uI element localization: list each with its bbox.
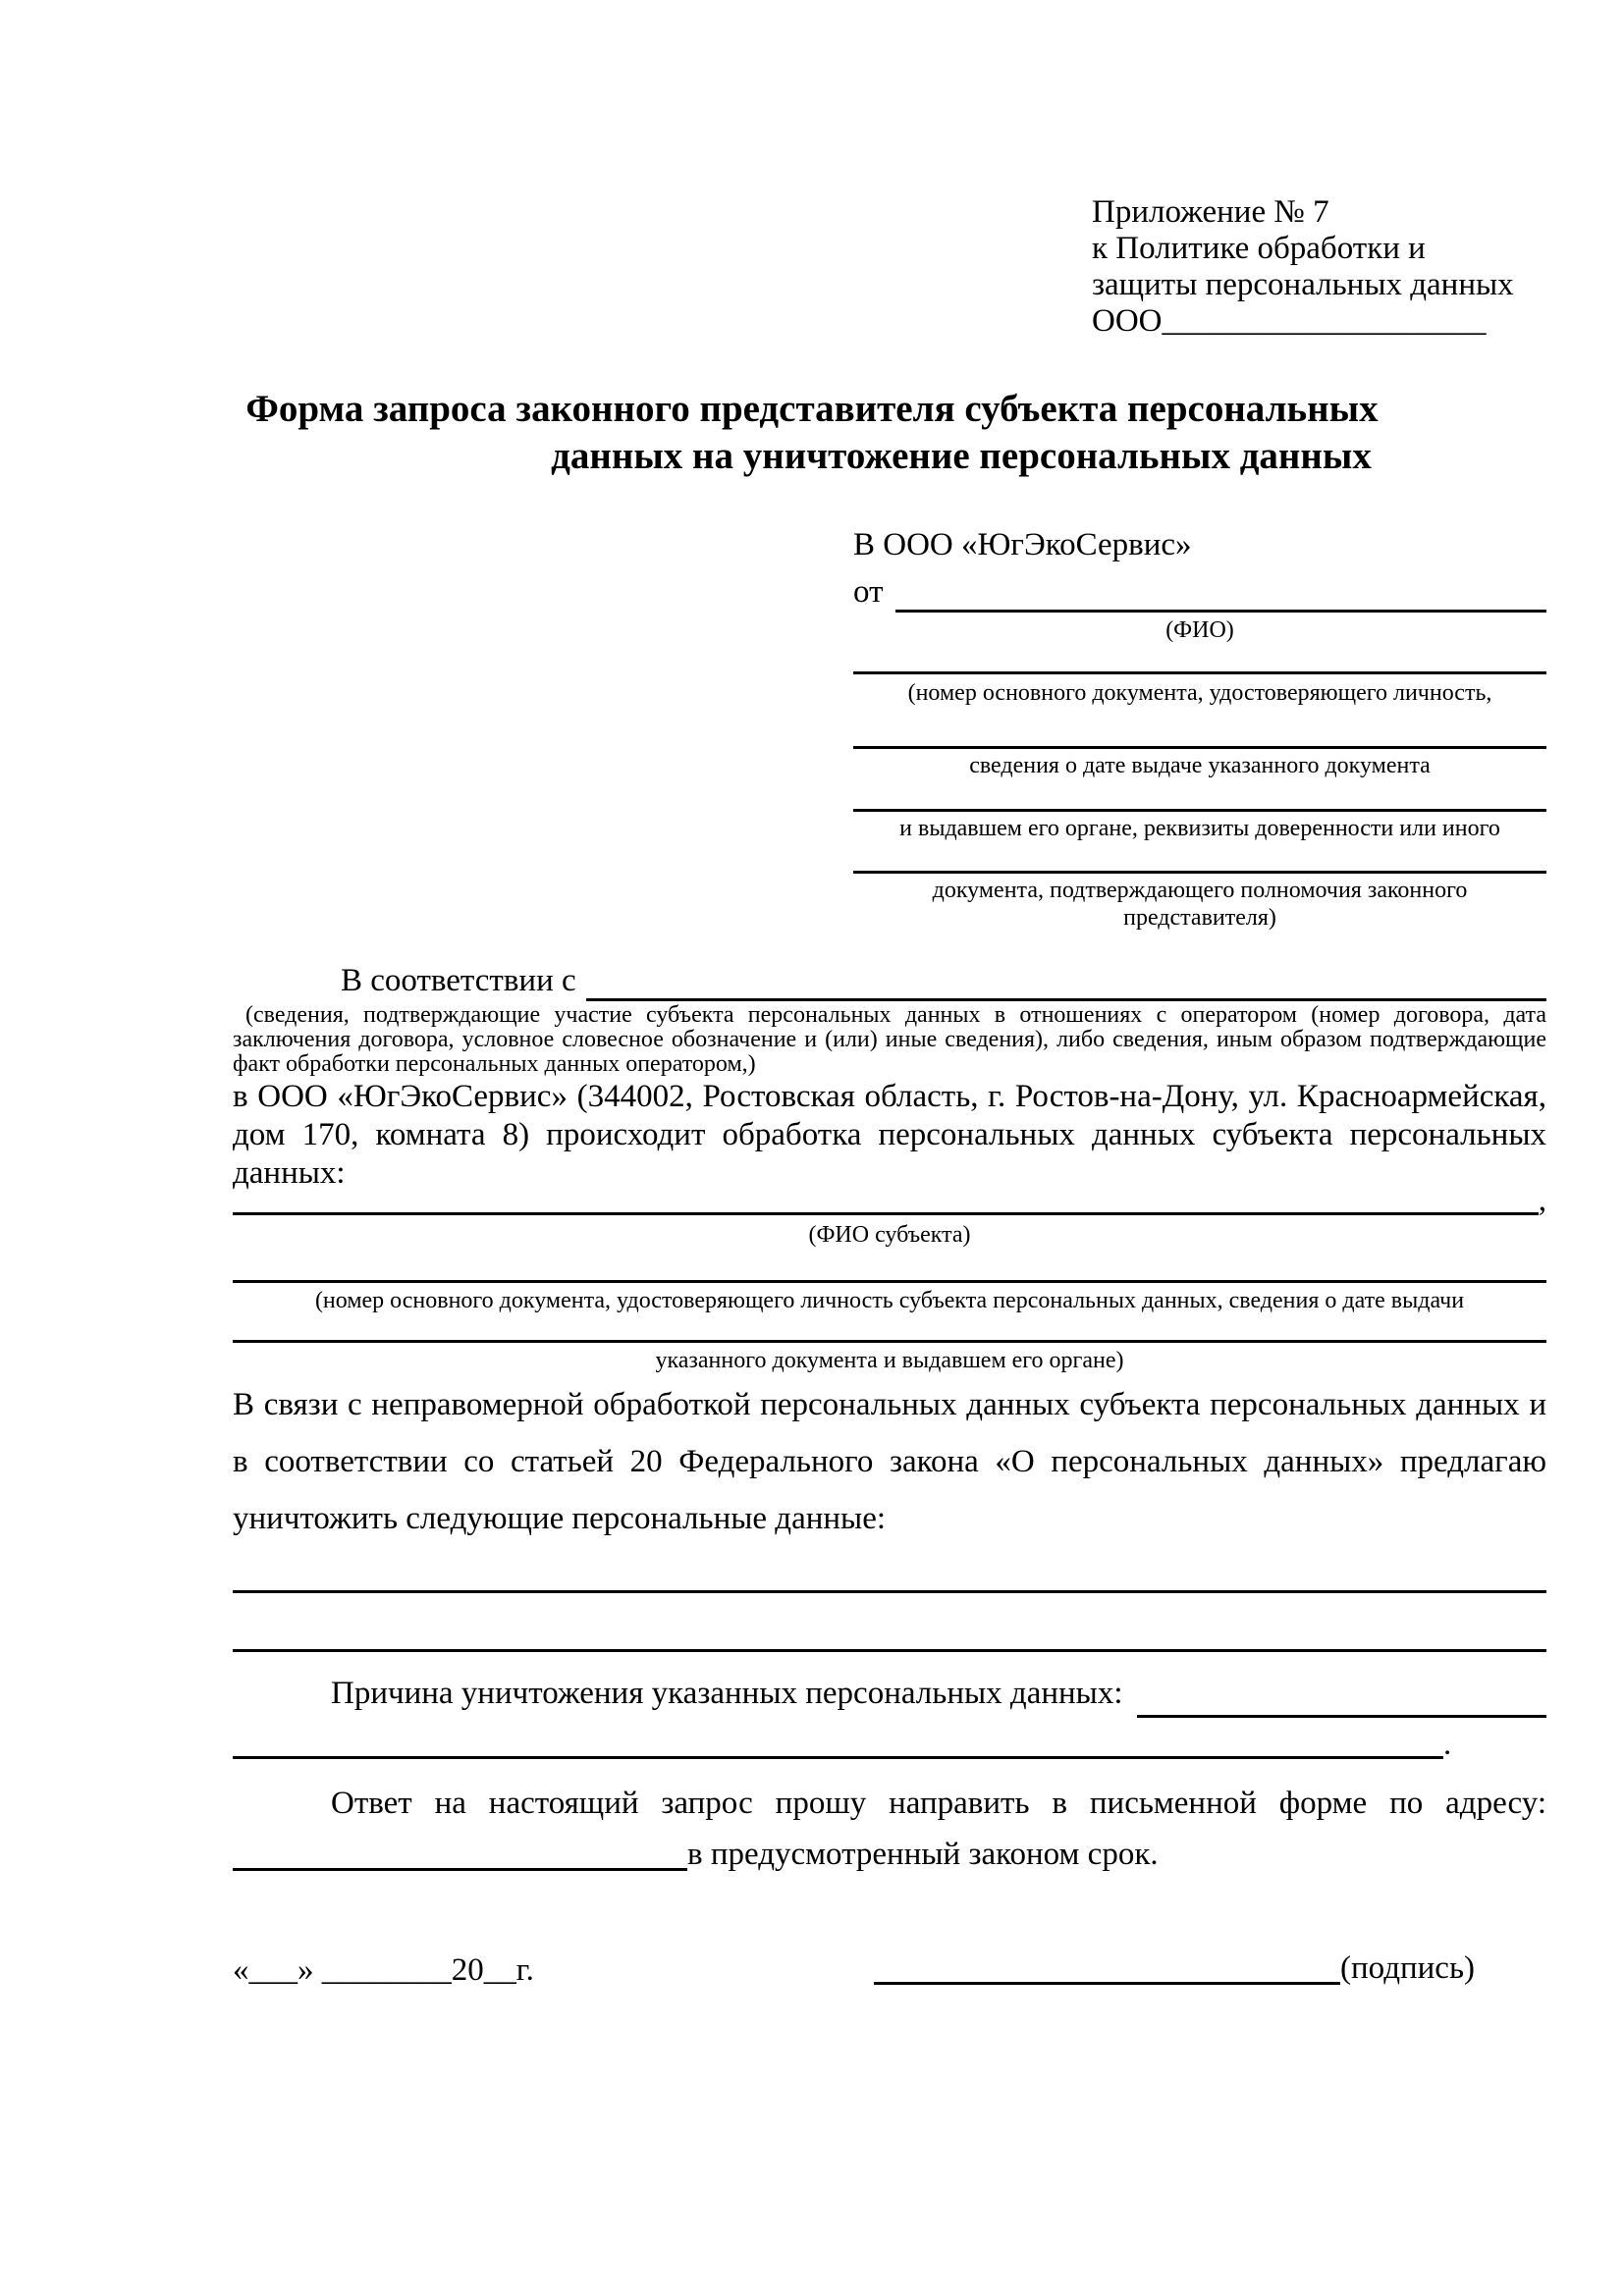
- destruction-request-paragraph: В связи с неправомерной обработкой персональных данных субъекта персональных данных и в соответствии со статьей 20 Федерального закона «О персональных данных» предлагаю уничтожить следующие персональные данные:: [233, 1387, 1546, 1536]
- subject-doc-fill-line-1: [233, 1280, 1546, 1283]
- signature-fill-line: [874, 1951, 1340, 1985]
- reply-address-row: [233, 1838, 1546, 1871]
- date-line: «___» ________20__г.: [233, 1952, 534, 1988]
- form-title-line-2: данных на уничтожение персональных данных: [551, 435, 1372, 477]
- reason-label: Причина уничтожения указанных персональных данных:: [331, 1676, 1123, 1711]
- operator-paragraph: в ООО «ЮгЭкоСервис» (344002, Ростовская область, г. Ростов-на-Дону, ул. Красноармейская, дом 170, комната 8) происходит обработка персональных данных субъекта персональных данных:: [233, 1079, 1546, 1191]
- signature-caption: (подпись): [1340, 1950, 1475, 1986]
- reason-continuation-row: [233, 1724, 1546, 1762]
- accordance-note: (сведения, подтверждающие участие субъекта персональных данных в отношениях с оператором (номер договора, дата заключения договора, условное словесное обозначение и (или) иные сведения), либо сведения, иным образом подтверждающие факт обработки персональных данных оператором,): [233, 1002, 1546, 1077]
- subject-fio-comma: ,: [1538, 1183, 1546, 1218]
- data-fill-line-1: [233, 1590, 1546, 1593]
- reply-tail: в предусмотренный законом срок.: [687, 1837, 1159, 1872]
- reason-row: [233, 1675, 1546, 1718]
- id-doc-fill-line-4: [853, 871, 1546, 874]
- accordance-fill-line: [586, 962, 1546, 1001]
- appendix-org-line: ООО____________________: [1092, 303, 1487, 339]
- reply-paragraph: Ответ на настоящий запрос прошу направить в письменной форме по адресу:: [331, 1786, 1546, 1821]
- signature-row: [874, 1951, 1475, 1985]
- subject-doc-fill-line-2: [233, 1340, 1546, 1343]
- reason-period: .: [1443, 1727, 1452, 1762]
- reason-continuation-line: [233, 1724, 1443, 1759]
- data-fill-line-2: [233, 1649, 1546, 1652]
- id-doc-caption-4: документа, подтверждающего полномочия законного представителя): [932, 878, 1468, 931]
- reason-fill-line: [1137, 1675, 1546, 1718]
- subject-doc-caption-1: (номер основного документа, удостоверяющего личность субъекта персональных данных, сведения о дате выдачи: [314, 1288, 1465, 1313]
- from-label: от: [853, 574, 884, 610]
- id-doc-fill-line-1: [853, 671, 1546, 674]
- fio-fill-line: [895, 573, 1547, 613]
- reply-address-fill-line: [233, 1838, 687, 1871]
- appendix-line: к Политике обработки и: [1092, 231, 1426, 266]
- subject-fio-fill-line: [233, 1180, 1539, 1215]
- fio-caption: (ФИО): [1165, 617, 1234, 643]
- appendix-block: [1092, 194, 1514, 340]
- appendix-line: Приложение № 7: [1092, 194, 1329, 230]
- subject-fio-row: [233, 1180, 1546, 1218]
- appendix-line: защиты персональных данных: [1092, 267, 1514, 302]
- subject-fio-caption: (ФИО субъекта): [808, 1222, 971, 1248]
- id-doc-fill-line-3: [853, 809, 1546, 812]
- from-row: [853, 573, 1546, 613]
- addressee-organization: В ООО «ЮгЭкоСервис»: [853, 527, 1192, 562]
- form-title-line-1: Форма запроса законного представителя субъекта персональных: [245, 388, 1379, 430]
- id-doc-caption-1: (номер основного документа, удостоверяющего личность,: [907, 680, 1492, 706]
- accordance-row: [233, 962, 1546, 1001]
- id-doc-caption-3: и выдавшем его органе, реквизиты доверенности или иного: [899, 816, 1500, 841]
- subject-doc-caption-2: указанного документа и выдавшем его органе): [655, 1348, 1124, 1373]
- id-doc-fill-line-2: [853, 746, 1546, 749]
- id-doc-caption-2: сведения о дате выдаче указанного документа: [969, 753, 1431, 778]
- accordance-lead: В соответствии с: [341, 963, 576, 998]
